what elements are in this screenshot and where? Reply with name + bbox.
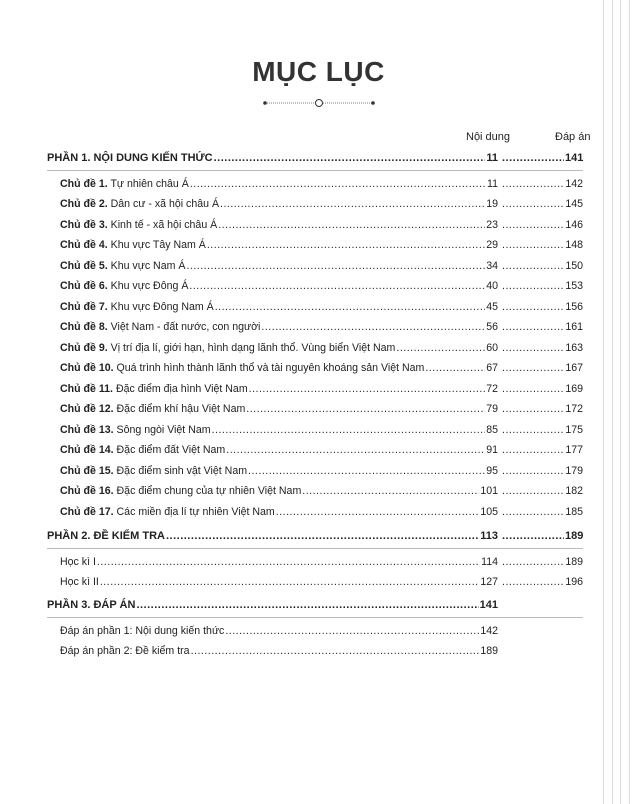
entry-title: Đáp án phần 1: Nội dung kiến thức — [60, 625, 225, 637]
entry-title: Tự nhiên châu Á — [110, 178, 189, 190]
content-page: 141 — [479, 599, 498, 611]
entry-title: Đặc điểm khí hậu Việt Nam — [116, 403, 246, 415]
dot-leader — [248, 465, 485, 477]
dot-leader — [249, 383, 486, 395]
dot-leader — [502, 239, 564, 251]
dot-leader — [191, 645, 480, 657]
content-page: 114 — [481, 556, 498, 568]
entry-prefix: Chủ đề 4. — [60, 239, 108, 251]
dot-leader — [502, 444, 564, 456]
answer-page: 156 — [565, 301, 583, 313]
toc-entry[interactable] — [60, 301, 583, 315]
entry-title: Dân cư - xã hội châu Á — [110, 198, 220, 210]
answer-page: 169 — [565, 383, 583, 395]
divider — [47, 617, 583, 618]
entry-label — [60, 321, 260, 333]
entry-title: Đặc điểm sinh vật Việt Nam — [116, 465, 248, 477]
toc-entry[interactable] — [60, 465, 583, 479]
answer-page: 196 — [565, 576, 583, 588]
entry-prefix: Chủ đề 6. — [60, 280, 108, 292]
entry-label — [47, 152, 213, 164]
dot-leader — [502, 403, 564, 415]
dot-leader — [502, 383, 564, 395]
content-page: 56 — [486, 321, 498, 333]
dot-leader — [186, 260, 485, 272]
dot-leader — [502, 576, 564, 588]
content-page: 142 — [480, 625, 498, 637]
entry-label — [60, 576, 99, 588]
answer-page: 167 — [565, 362, 583, 374]
entry-title: Khu vực Đông Nam Á — [110, 301, 214, 313]
entry-label — [60, 444, 225, 456]
dot-leader — [502, 219, 564, 231]
entry-label — [60, 424, 211, 436]
dot-leader — [502, 198, 564, 210]
dot-leader — [502, 152, 564, 164]
entry-label — [60, 178, 189, 190]
entry-title: Quá trình hình thành lãnh thổ và tài nguyên khoáng sản Việt Nam — [116, 362, 425, 374]
dot-leader — [425, 362, 485, 374]
dot-leader — [136, 599, 478, 611]
dot-leader — [502, 260, 564, 272]
entry-label — [60, 301, 214, 313]
toc-entry[interactable] — [60, 362, 583, 376]
dot-leader — [225, 625, 479, 637]
answer-page: 172 — [565, 403, 583, 415]
entry-label — [60, 342, 395, 354]
dot-leader — [502, 506, 564, 518]
entry-prefix: Chủ đề 16. — [60, 485, 114, 497]
entry-label — [60, 362, 424, 374]
answer-page: 145 — [565, 198, 583, 210]
dot-leader — [502, 556, 564, 568]
entry-title: Vị trí địa lí, giới hạn, hình dạng lãnh thổ. Vùng biển Việt Nam — [110, 342, 396, 354]
answer-page: 148 — [565, 239, 583, 251]
dot-leader — [502, 424, 564, 436]
entry-title: Khu vực Đông Á — [110, 280, 189, 292]
toc-entry[interactable] — [60, 485, 583, 499]
entry-title: Việt Nam - đất nước, con người — [110, 321, 261, 333]
toc-entry[interactable] — [60, 444, 583, 458]
content-page: 34 — [486, 260, 498, 272]
content-page: 95 — [486, 465, 498, 477]
toc-entry[interactable] — [60, 260, 583, 274]
toc-entry[interactable] — [60, 556, 583, 570]
dot-leader — [502, 530, 564, 542]
entry-title: Đáp án phần 2: Đề kiểm tra — [60, 645, 190, 657]
dot-leader — [502, 362, 564, 374]
entry-title: PHẦN 3. ĐÁP ÁN — [47, 599, 136, 611]
divider — [47, 548, 583, 549]
entry-title: Đặc điểm địa hình Việt Nam — [115, 383, 248, 395]
entry-prefix: Chủ đề 13. — [60, 424, 114, 436]
entry-label — [60, 645, 190, 657]
toc-part[interactable] — [47, 152, 583, 166]
answer-page: 146 — [565, 219, 583, 231]
dot-leader — [220, 198, 485, 210]
dot-leader — [502, 301, 564, 313]
entry-prefix: Chủ đề 5. — [60, 260, 108, 272]
content-page: 105 — [480, 506, 498, 518]
entry-label — [60, 506, 275, 518]
toc-entry[interactable] — [60, 576, 583, 590]
entry-prefix: Chủ đề 15. — [60, 465, 114, 477]
entry-prefix: Chủ đề 9. — [60, 342, 108, 354]
content-page: 127 — [480, 576, 498, 588]
answer-page: 153 — [565, 280, 583, 292]
dot-leader — [502, 178, 564, 190]
dot-leader — [207, 239, 485, 251]
content-page: 79 — [486, 403, 498, 415]
answer-page: 182 — [565, 485, 583, 497]
entry-prefix: Chủ đề 12. — [60, 403, 114, 415]
column-header-content: Nội dung — [466, 131, 511, 143]
entry-title: Kinh tế - xã hội châu Á — [110, 219, 218, 231]
entry-title: Đặc điểm chung của tự nhiên Việt Nam — [116, 485, 302, 497]
entry-label — [60, 556, 96, 568]
entry-label — [60, 219, 217, 231]
page-edge-line — [612, 0, 613, 804]
answer-page: 150 — [565, 260, 583, 272]
entry-title: Sông ngòi Việt Nam — [116, 424, 211, 436]
answer-page: 189 — [565, 530, 584, 542]
entry-label — [60, 625, 224, 637]
entry-label — [60, 239, 206, 251]
toc-part[interactable] — [47, 599, 583, 613]
answer-page: 161 — [565, 321, 583, 333]
entry-prefix: Chủ đề 1. — [60, 178, 108, 190]
page-edge-line — [603, 0, 604, 804]
toc-entry[interactable] — [60, 219, 583, 233]
content-page: 60 — [486, 342, 498, 354]
dot-leader — [502, 342, 564, 354]
dot-leader — [276, 506, 480, 518]
entry-title: Học kì II — [60, 576, 99, 588]
page-edge-line — [629, 0, 630, 804]
dot-leader — [246, 403, 485, 415]
answer-page: 175 — [565, 424, 583, 436]
content-page: 23 — [486, 219, 498, 231]
content-page: 101 — [480, 485, 498, 497]
answer-page: 142 — [565, 178, 583, 190]
entry-title: PHẦN 1. NỘI DUNG KIẾN THỨC — [47, 152, 213, 164]
entry-label — [60, 465, 247, 477]
toc-entry[interactable] — [60, 506, 583, 520]
entry-prefix: Chủ đề 10. — [60, 362, 114, 374]
content-page: 91 — [486, 444, 498, 456]
dot-leader — [502, 465, 564, 477]
entry-prefix: Chủ đề 3. — [60, 219, 108, 231]
entry-label — [60, 403, 245, 415]
page-title: MỤC LỤC — [252, 56, 385, 87]
dot-leader — [218, 219, 485, 231]
toc-entry[interactable] — [60, 625, 583, 639]
dot-leader — [226, 444, 485, 456]
entry-prefix: Chủ đề 17. — [60, 506, 114, 518]
dot-leader — [396, 342, 485, 354]
dot-leader — [100, 576, 479, 588]
entry-title: Khu vực Tây Nam Á — [110, 239, 206, 251]
answer-page: 177 — [565, 444, 583, 456]
entry-prefix: Chủ đề 14. — [60, 444, 114, 456]
content-page: 67 — [486, 362, 498, 374]
toc-entry[interactable] — [60, 342, 583, 356]
dot-leader — [302, 485, 479, 497]
entry-prefix: Chủ đề 8. — [60, 321, 108, 333]
toc-part[interactable] — [47, 530, 583, 544]
content-page: 11 — [487, 178, 498, 190]
entry-prefix: Chủ đề 11. — [60, 383, 113, 395]
dot-leader — [215, 301, 485, 313]
answer-page: 179 — [565, 465, 583, 477]
entry-label — [60, 198, 219, 210]
toc-entry[interactable] — [60, 403, 583, 417]
entry-label — [60, 260, 185, 272]
content-page: 85 — [486, 424, 498, 436]
content-page: 45 — [486, 301, 498, 313]
dot-leader — [190, 178, 486, 190]
dot-leader — [502, 485, 564, 497]
toc-entry[interactable] — [60, 424, 583, 438]
entry-title: Học kì I — [60, 556, 96, 568]
answer-page: 141 — [565, 152, 584, 164]
toc-entry[interactable] — [60, 383, 583, 397]
entry-label — [60, 383, 248, 395]
entry-prefix: Chủ đề 7. — [60, 301, 108, 313]
content-page: 113 — [480, 530, 498, 542]
content-page: 29 — [486, 239, 498, 251]
answer-page: 185 — [565, 506, 583, 518]
toc-entry[interactable] — [60, 280, 583, 294]
content-page: 40 — [486, 280, 498, 292]
content-page: 72 — [486, 383, 498, 395]
title-ornament — [262, 98, 376, 108]
entry-label — [47, 530, 165, 542]
dot-leader — [97, 556, 480, 568]
entry-label — [60, 485, 301, 497]
dot-leader — [212, 424, 486, 436]
dot-leader — [166, 530, 479, 542]
toc-entry[interactable] — [60, 645, 583, 659]
toc-entry[interactable] — [60, 178, 583, 192]
entry-title: Đặc điểm đất Việt Nam — [116, 444, 226, 456]
toc-entry[interactable] — [60, 239, 583, 253]
dot-leader — [261, 321, 485, 333]
answer-page: 189 — [565, 556, 583, 568]
entry-label — [47, 599, 135, 611]
entry-title: Các miền địa lí tự nhiên Việt Nam — [116, 506, 275, 518]
column-header-answers: Đáp án — [555, 131, 591, 143]
toc-entry[interactable] — [60, 198, 583, 212]
content-page: 19 — [486, 198, 498, 210]
dot-leader — [214, 152, 486, 164]
entry-title: PHẦN 2. ĐỀ KIỂM TRA — [47, 530, 165, 542]
content-page: 189 — [480, 645, 498, 657]
divider — [47, 170, 583, 171]
dot-leader — [502, 280, 564, 292]
entry-label — [60, 280, 188, 292]
toc-entry[interactable] — [60, 321, 583, 335]
dot-leader — [189, 280, 485, 292]
dot-leader — [502, 321, 564, 333]
content-page: 11 — [486, 152, 498, 164]
page-edge-line — [620, 0, 621, 804]
entry-prefix: Chủ đề 2. — [60, 198, 108, 210]
entry-title: Khu vực Nam Á — [110, 260, 186, 272]
answer-page: 163 — [565, 342, 583, 354]
